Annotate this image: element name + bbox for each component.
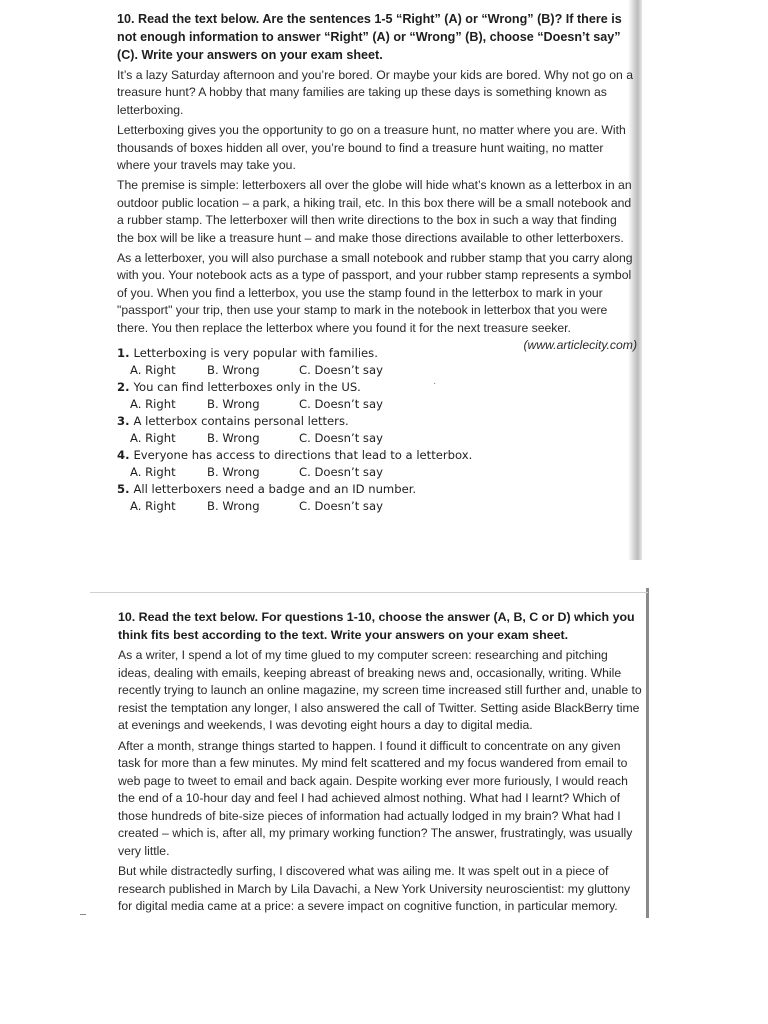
question-number: 4. [117, 448, 130, 463]
reading-task-multiple-choice [118, 608, 642, 919]
option-b: B. Wrong [207, 465, 260, 480]
option-a: A. Right [130, 499, 176, 514]
answer-options [117, 430, 637, 447]
question-stem [117, 413, 637, 430]
text-paragraph: After a month, strange things started to happen. I found it difficult to concentrate on any given task for more than a few minutes. My mind felt scattered and my focus wandered from email to web page to tweet to email and back again. Despite working ever more furiously, I would reach the end of a 10-hour day and feel I had achieved almost nothing. What had I learnt? Which of those hundreds of bite-size pieces of information had actually lodged in my brain? What had I created – which is, after all, my primary working function? The answer, frustratingly, was usually very little. [118, 738, 633, 858]
answer-options [117, 362, 637, 379]
task-instructions: 10. Read the text below. For questions 1-10, choose the answer (A, B, C or D) which you think fits best according to the text. Write your answers on your exam sheet. [118, 610, 635, 642]
question-stem [117, 481, 637, 498]
source-citation: (www.articlecity.com) [523, 338, 637, 353]
text-paragraph [117, 250, 637, 353]
scan-mark [80, 914, 86, 915]
option-b: B. Wrong [207, 431, 260, 446]
option-c: C. Doesn’t say [299, 465, 383, 480]
question-stem [117, 379, 637, 396]
task-instructions: 10. Read the text below. Are the sentences 1-5 “Right” (A) or “Wrong” (B)? If there is not enough information to answer “Right” (A) or “Wrong” (B), choose “Doesn’t say” (C). Write your answers on your exam sheet. [117, 12, 622, 62]
text-paragraph: The premise is simple: letterboxers all over the globe will hide what’s known as a letterbox in an outdoor public location – a park, a hiking trail, etc. In this box there will be a small notebook and a rubber stamp. The letterboxer will then write directions to the box in such a way that finding the box will be like a treasure hunt – and make those directions available to other letterboxers. [117, 178, 632, 245]
question-item [117, 379, 637, 413]
question-number: 2. [117, 380, 130, 395]
option-b: B. Wrong [207, 397, 260, 412]
option-c: C. Doesn’t say [299, 397, 383, 412]
option-b: B. Wrong [207, 499, 260, 514]
option-a: A. Right [130, 431, 176, 446]
option-c: C. Doesn’t say [299, 499, 383, 514]
option-a: A. Right [130, 397, 176, 412]
option-a: A. Right [130, 363, 176, 378]
reading-task-right-wrong [117, 10, 637, 515]
question-item [117, 481, 637, 515]
scan-speck: · [433, 378, 437, 389]
question-text: A letterbox contains personal letters. [133, 414, 349, 429]
question-number: 3. [117, 414, 130, 429]
option-c: C. Doesn’t say [299, 431, 383, 446]
section-divider [90, 592, 648, 593]
question-number: 5. [117, 482, 130, 497]
answer-options [117, 498, 637, 515]
question-stem [117, 447, 637, 464]
question-text: Letterboxing is very popular with families. [133, 346, 378, 361]
question-item [117, 447, 637, 481]
text-paragraph: As a writer, I spend a lot of my time glued to my computer screen: researching and pitching ideas, dealing with emails, keeping abreast of breaking news and, occasionally, writing. While recently trying to launch an online magazine, my screen time increased still further and, unable to resist the temptation any longer, I also answered the call of Twitter. Setting aside BlackBerry time at evenings and weekends, I was devoting eight hours a day to digital media. [118, 648, 642, 732]
option-a: A. Right [130, 465, 176, 480]
answer-options [117, 396, 637, 413]
option-c: C. Doesn’t say [299, 363, 383, 378]
text-paragraph: It’s a lazy Saturday afternoon and you’re bored. Or maybe your kids are bored. Why not go on a treasure hunt? A hobby that many families are taking up these days is something known as letterboxing. [117, 68, 633, 117]
text-paragraph: But while distractedly surfing, I discovered what was ailing me. It was spelt out in a piece of research published in March by Lila Davachi, a New York University neuroscientist: my gluttony for digital media came at a price: a severe impact on cognitive function, in particular memory. [118, 864, 631, 913]
question-list [117, 345, 637, 515]
paragraph-text: As a letterboxer, you will also purchase a small notebook and rubber stamp that you carry along with you. Your notebook acts as a type of passport, and your rubber stamp represents a symbol of you. When you find a letterbox, you use the stamp found in the letterbox to mark in your "passport" your trip, then use your stamp to mark in the notebook in letterbox that you were there. You then replace the letterbox where you found it for the next treasure seeker. [117, 251, 633, 335]
answer-options [117, 464, 637, 481]
question-text: Everyone has access to directions that lead to a letterbox. [133, 448, 473, 463]
text-paragraph: Letterboxing gives you the opportunity to go on a treasure hunt, no matter where you are. With thousands of boxes hidden all over, you’re bound to find a treasure hunt waiting, no matter where your travels may take you. [117, 123, 626, 173]
page-edge-line [646, 588, 649, 918]
option-b: B. Wrong [207, 363, 260, 378]
question-item [117, 413, 637, 447]
question-text: You can find letterboxes only in the US. [133, 380, 361, 395]
question-number: 1. [117, 346, 130, 361]
question-text: All letterboxers need a badge and an ID number. [133, 482, 417, 497]
